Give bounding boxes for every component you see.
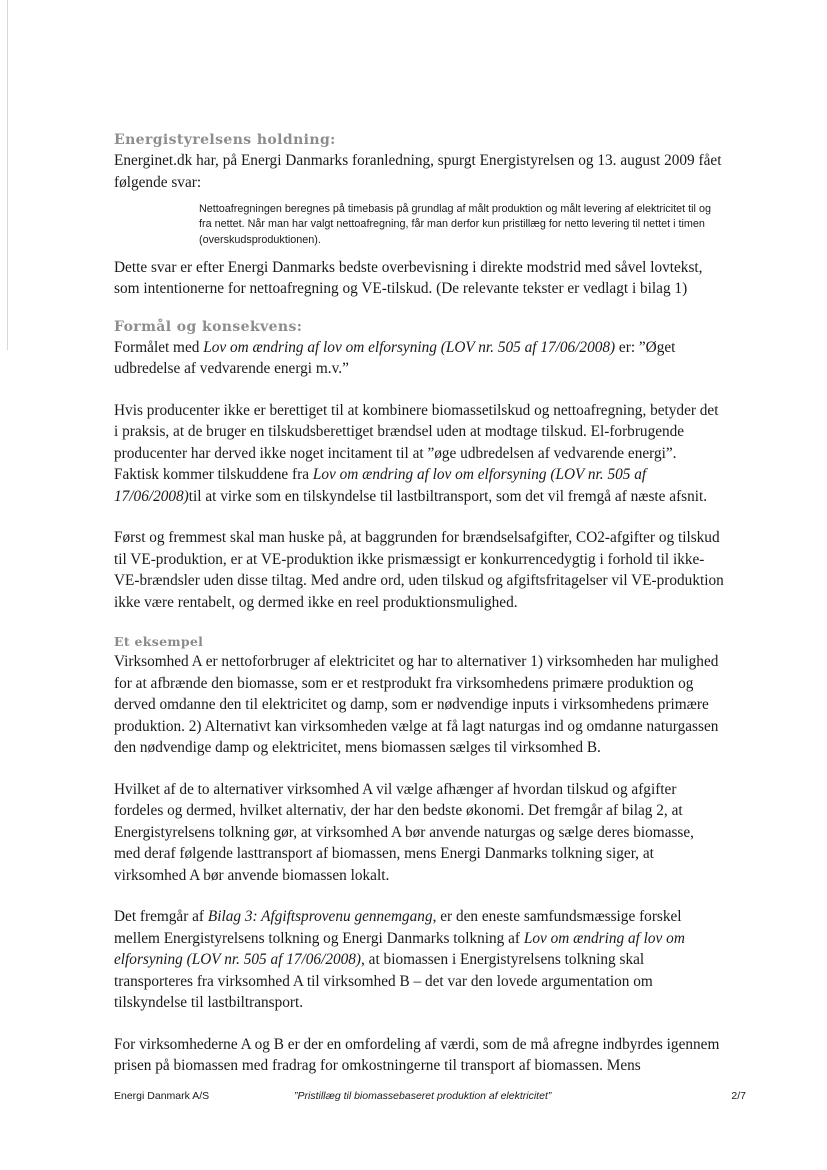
section-heading-eksempel: Et eksempel [114, 634, 204, 650]
paragraph-virksomhed-a: Virksomhed A er nettoforbruger af elektricitet og har to alternativer 1) virksomheden har mulighed for at afbrænde den biomasse, som er et restprodukt fra virksomhedens primære produktion og derved omdanne den til elektricitet og damp, som er nødvendige inputs i virksomhedens primære produktion. 2) Alternativt kan virksomheden vælge at få lagt naturgas ind og omdanne naturgassen den nødvendige damp og elektricitet, mens biomassen sælges til virksomhed B. [114, 653, 719, 757]
text-run: er: ”Øget udbredelse af vedvarende energi m.v.” [114, 338, 676, 378]
quoted-answer: Nettoafregningen beregnes på timebasis på grundlag af målt produktion og målt levering af elektricitet til og fra nettet. Når man har valgt nettoafregning, får man derfor kun pristillæg for netto levering til nettet i timen (overskudsproduktionen). [199, 203, 711, 246]
paragraph-alternativer: Hvilket af de to alternativer virksomhed A vil vælge afhænger af hvordan tilskud og afgifter fordeles og dermed, hvilket alternativ, der har den bedste økonomi. Det fremgår af bilag 2, at Energistyrelsens tolkning gør, at virksomhed A bør anvende naturgas og sælge deres biomasse, med deraf følgende lasttransport af biomassen, mens Energi Danmarks tolkning siger, at virksomhed A bør anvende biomassen lokalt. [114, 780, 695, 884]
law-reference: Lov om ændring af lov om elforsyning (LOV nr. 505 af 17/06/2008) [203, 338, 616, 356]
law-reference: Lov om ændring af lov om elforsyning (LOV nr. 505 af 17/06/2008) [114, 466, 647, 505]
paragraph-response: Dette svar er efter Energi Danmarks bedste overbevisning i direkte modstrid med såvel lovtekst, som intentionerne for nettoafregning og VE-tilskud. (De relevante tekster er vedlagt i bilag 1) [114, 258, 703, 298]
text-run: Hvis producenter ikke er berettiget til at kombinere biomassetilskud og nettoafregning, betyder det i praksis, at de bruger en tilskudsberettiget brændsel uden at modtage tilskud. El-forbrugende producenter har derved ikke noget incitament til at ”øge udbredelsen af vedvarende energi”. Faktisk kommer tilskuddene fra [114, 401, 719, 484]
text-run: , at biomassen i Energistyrelsens tolkning skal transporteres fra virksomhed A til virksomhed B – det var den lovede argumentation om tilskyndelse til lastbiltransport. [114, 951, 653, 1012]
text-run: til at virke som en tilskyndelse til lastbiltransport, som det vil fremgå af næste afsnit. [188, 487, 708, 505]
document-body [114, 130, 724, 1077]
appendix-reference: Bilag 3: Afgiftsprovenu gennemgang [207, 908, 433, 926]
text-run: Det fremgår af [114, 908, 208, 926]
section-heading-holdning: Energistyrelsens holdning: [114, 132, 336, 148]
law-reference: Lov om ændring af lov om elforsyning (LOV nr. 505 af 17/06/2008) [114, 929, 685, 969]
paragraph-baggrund: Først og fremmest skal man huske på, at baggrunden for brændselsafgifter, CO2-afgifter og tilskud til VE-produktion, er at VE-produktion ikke prismæssigt er konkurrencedygtig i forhold til ikke-VE-brændsler uden disse tiltag. Med andre ord, uden tilskud og afgiftsfritagelser vil VE-produktion ikke være rentabelt, og dermed ikke en reel produktionsmulighed. [114, 529, 724, 611]
paragraph-omfordeling: For virksomhederne A og B er der en omfordeling af værdi, som de må afregne indbyrdes igennem prisen på biomassen med fradrag for omkostningerne til transport af biomassen. Mens [114, 1035, 720, 1075]
scan-edge-line [7, 0, 8, 350]
footer-page-number: 2/7 [731, 1090, 746, 1102]
footer-document-title: ”Pristillæg til biomassebaseret produktion af elektricitet” [294, 1090, 552, 1102]
paragraph-producenter [114, 400, 724, 508]
paragraph-intro: Energinet.dk har, på Energi Danmarks foranledning, spurgt Energistyrelsen og 13. august 2009 fået følgende svar: [114, 152, 722, 191]
text-run: , er den eneste samfundsmæssige forskel mellem Energistyrelsens tolkning og Energi Danmarks tolkning af [114, 908, 682, 947]
paragraph-formaal [114, 337, 724, 380]
text-run: Formålet med [114, 338, 204, 356]
section-heading-formaal: Formål og konsekvens: [114, 318, 303, 335]
footer-company: Energi Danmark A/S [114, 1090, 210, 1102]
paragraph-bilag3 [114, 906, 724, 1014]
